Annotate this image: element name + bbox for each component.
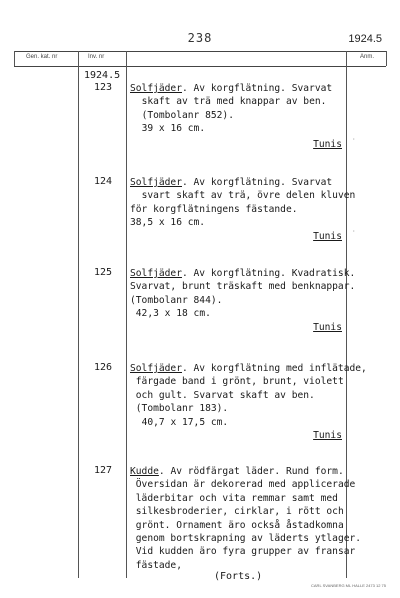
year-label: 1924.5 (84, 70, 121, 81)
entry-description: Solfjäder. Av korgflätning med inflätade, färgade band i grönt, brunt, violett och gult. Svarvat skaft av ben. (Tombolanr 183). 40,7 x 17,5 cm. (130, 363, 367, 428)
header-rule-bottom (14, 66, 386, 67)
entry-description: Kudde. Av rödfärgat läder. Rund form. Översidan är dekorerad med applicerade läderbitar och vita remmar samt med silkesbroderier, cirklar, i rött och grönt. Ornament äro också åstadkomna genom bortskrapning av läderts ytlager. Vid kudden äro fyra grupper av fransar fästade, (130, 466, 362, 571)
inventory-number: 126 (93, 362, 112, 373)
origin-label: Tunis (313, 139, 342, 150)
page-number: 238 (187, 31, 213, 45)
column-divider (14, 51, 15, 66)
inventory-number: 127 (93, 465, 112, 476)
entry-description: Solfjäder. Av korgflätning. Svarvat svart skaft av trä, övre delen kluven för korgflätningens fästande. 38,5 x 16 cm. (130, 177, 356, 229)
object-term: Solfjäder (130, 177, 182, 188)
inventory-number: 124 (93, 176, 112, 187)
origin-label: Tunis (313, 322, 342, 333)
header-rule-top (14, 51, 386, 52)
entry-description: Solfjäder. Av korgflätning. Svarvat skaft av trä med knappar av ben. (Tombolanr 852). 39 x 16 cm. (130, 83, 333, 135)
column-label-inv-nr: Inv. nr (88, 54, 105, 60)
object-term: Solfjäder (130, 83, 182, 94)
origin-label: Tunis (313, 430, 342, 441)
margin-tick-mark: · (352, 136, 356, 143)
object-term: Kudde (130, 466, 159, 477)
column-label-anm: Anm. (360, 54, 375, 60)
continued-note: (Forts.) (214, 571, 263, 582)
printer-imprint: CARL SVANBERG ML HALLE 2473 12 75 (311, 583, 386, 588)
margin-tick-mark: · (352, 228, 356, 235)
column-divider (78, 51, 79, 578)
column-divider (126, 51, 127, 578)
header-year: 1924.5 (348, 33, 382, 45)
column-divider (346, 51, 347, 578)
object-term: Solfjäder (130, 268, 182, 279)
object-term: Solfjäder (130, 363, 182, 374)
entry-description: Solfjäder. Av korgflätning. Kvadratisk. Svarvat, brunt träskaft med benknappar. (Tombolanr 844). 42,3 x 18 cm. (130, 268, 356, 320)
column-divider (386, 51, 387, 66)
inventory-number: 125 (93, 267, 112, 278)
column-label-gen-kat-nr: Gen. kat. nr (26, 54, 58, 60)
origin-label: Tunis (313, 231, 342, 242)
inventory-number: 123 (93, 82, 112, 93)
